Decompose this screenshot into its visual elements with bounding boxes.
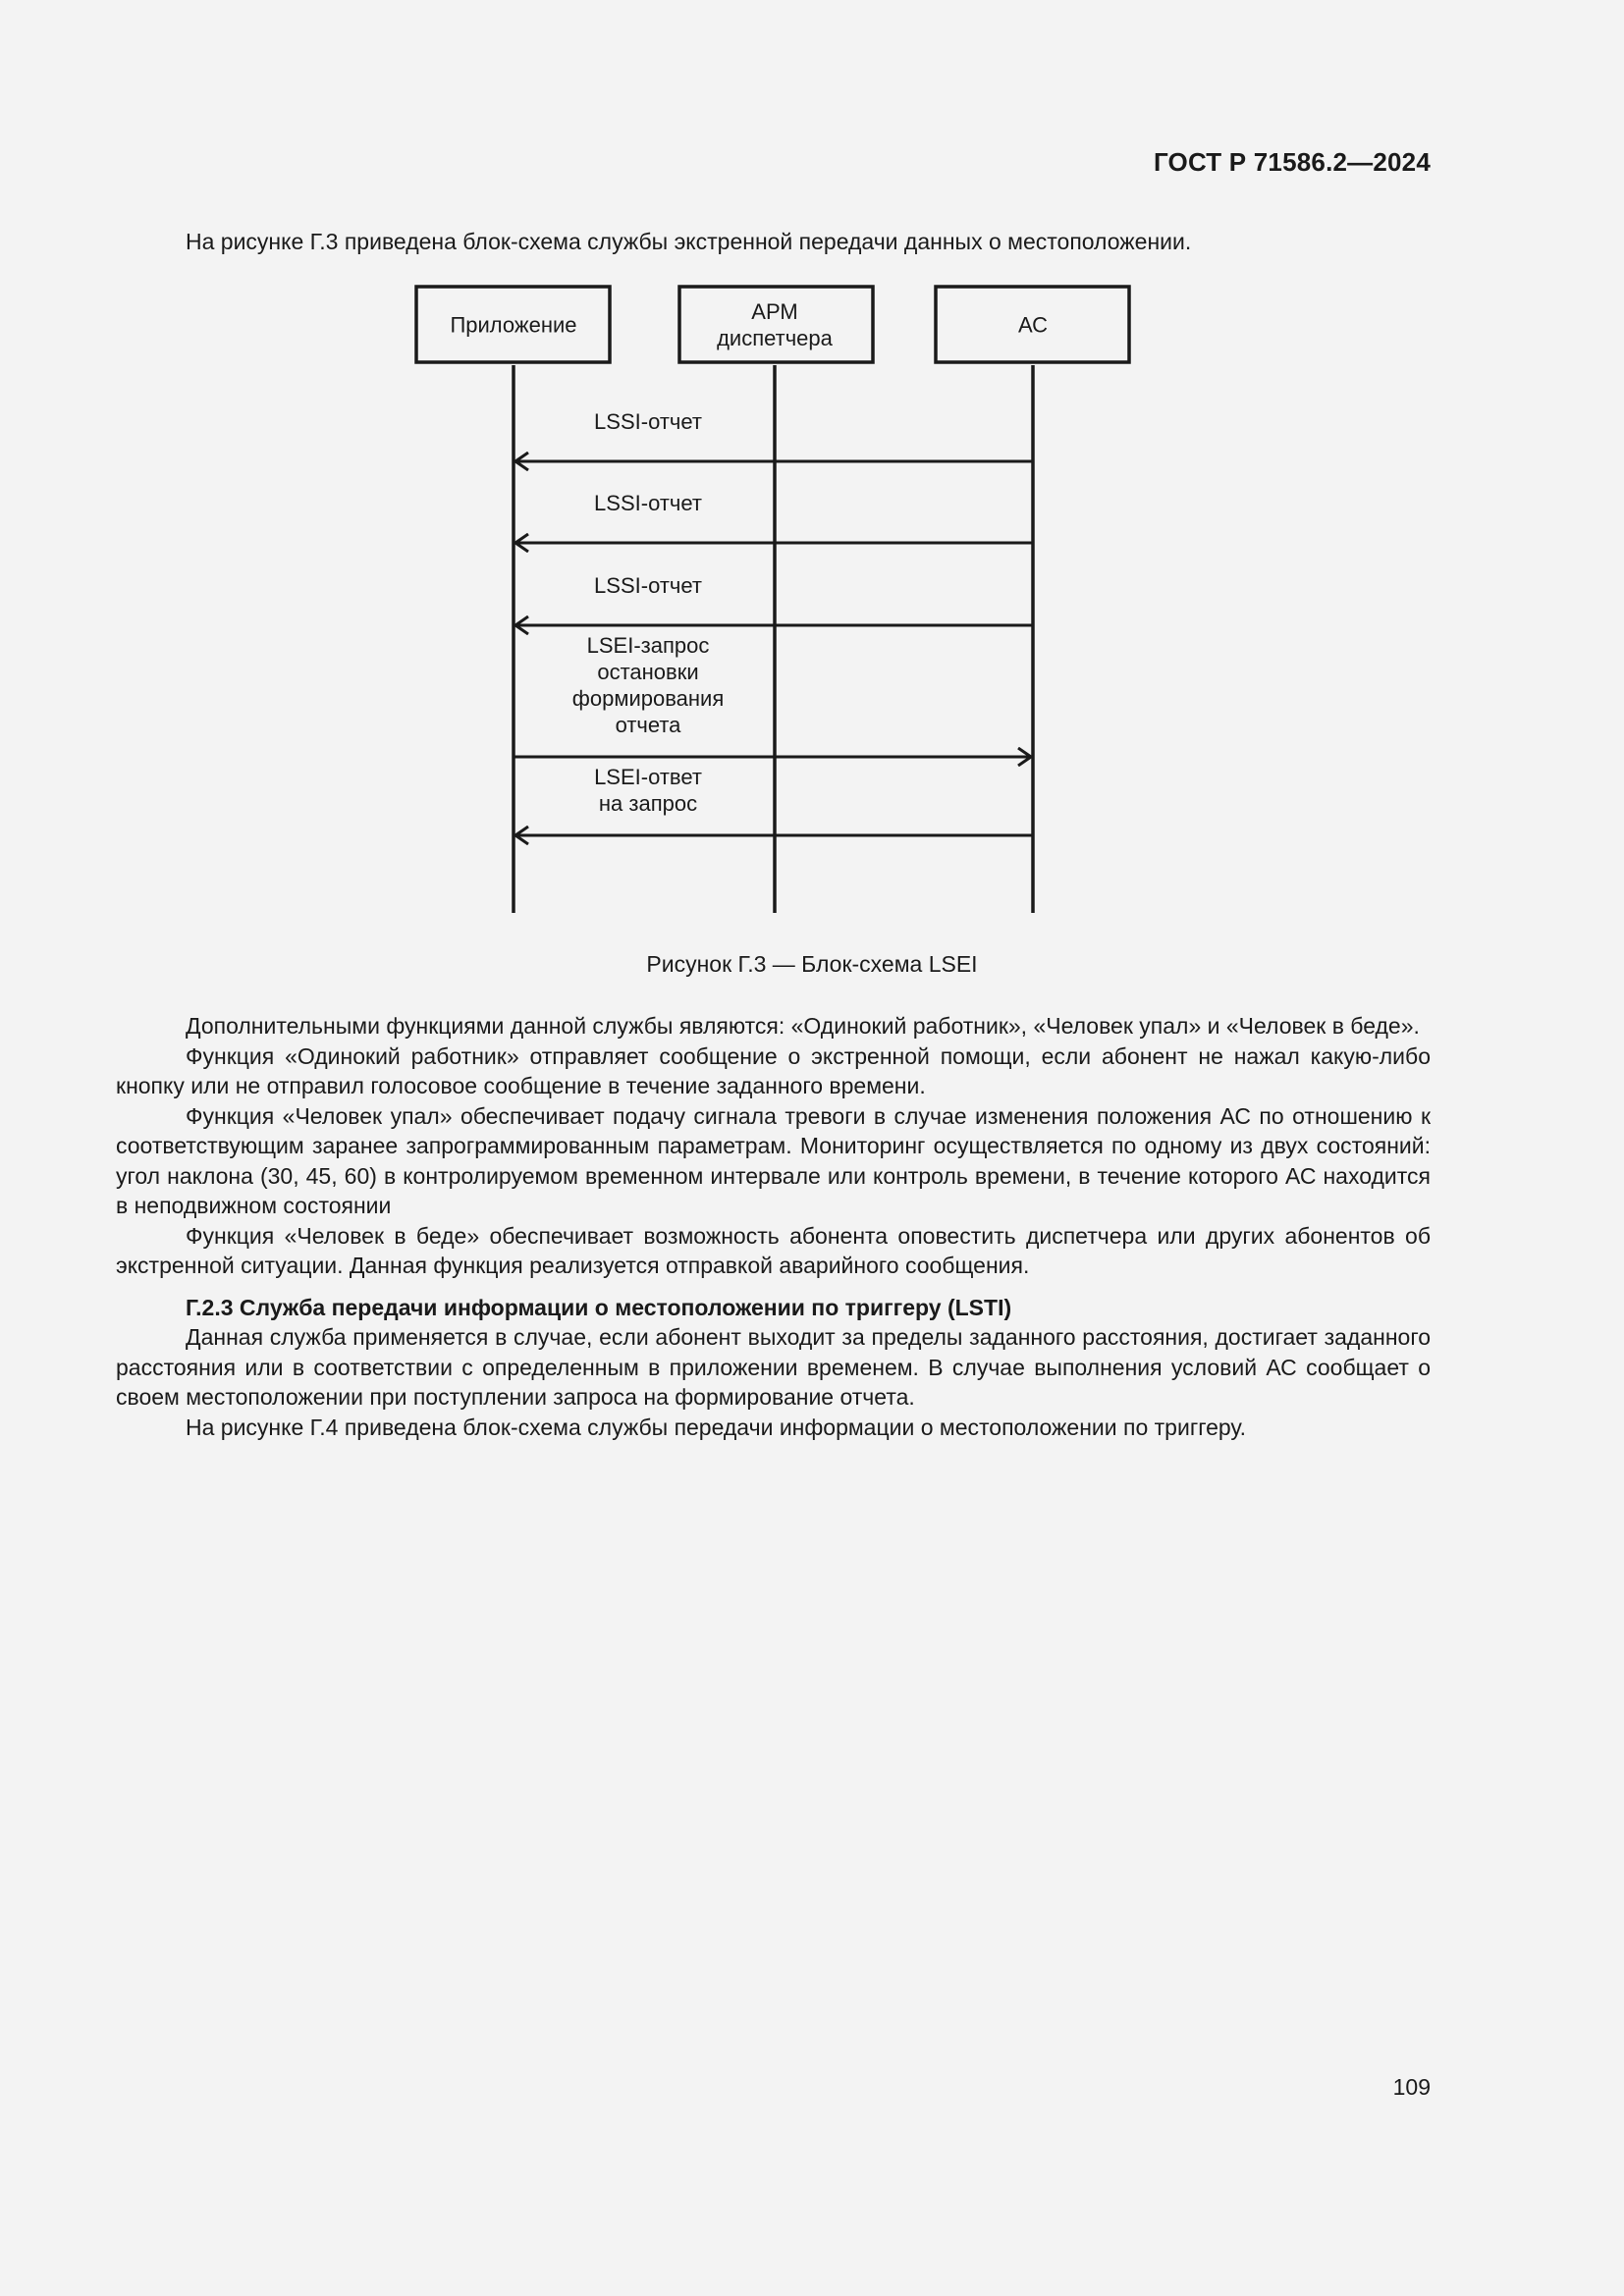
message-label: LSEI-ответ — [594, 765, 702, 789]
body-paragraph: Функция «Одинокий работник» отправляет сообщение о экстренной помощи, если абонент не нажал какую-либо кнопку или не отправил голосовое сообщение в течение заданного времени. — [116, 1042, 1431, 1098]
participant-label: АРМ — [751, 299, 798, 324]
participant-as — [936, 287, 1129, 362]
message-label: формирования — [571, 686, 725, 711]
message-label: LSSI-отчет — [594, 409, 702, 434]
message-label: LSSI-отчет — [594, 573, 702, 598]
message-label: на запрос — [598, 791, 698, 816]
message-label: LSEI-запрос — [586, 633, 710, 658]
message-label: остановки — [597, 660, 699, 684]
message-4 — [514, 633, 1031, 757]
participant-label: АС — [1017, 312, 1049, 338]
body-paragraph: Дополнительными функциями данной службы являются: «Одинокий работник», «Человек упал» и «Человек в беде». — [186, 1013, 1420, 1039]
message-label: LSSI-отчет — [594, 491, 702, 515]
participant-arm — [679, 287, 873, 362]
participant-label: Приложение — [450, 312, 577, 338]
body-paragraph: Функция «Человек в беде» обеспечивает возможность абонента оповестить диспетчера или других абонентов об экстренной ситуации. Данная функция реализуется отправкой аварийного сообщения. — [116, 1222, 1431, 1278]
sequence-diagram — [0, 0, 1624, 942]
participant-box — [679, 287, 873, 362]
body-paragraph: Функция «Человек упал» обеспечивает подачу сигнала тревоги в случае изменения положения АС по отношению к соответствующим заранее запрограммированным параметрам. Мониторинг осуществляется по одному из двух состояний: угол наклона (30, 45, 60) в контролируемом временном интервале или контроль времени, в течение которого АС находится в неподвижном состоянии — [116, 1102, 1431, 1218]
message-label: отчета — [615, 713, 681, 737]
section-paragraph: Данная служба применяется в случае, если абонент выходит за пределы заданного расстояния, достигает заданного расстояния или в соответствии с определенным в приложении временем. В случае выполнения условий АС сообщает о своем местоположении при поступлении запроса на формирование отчета. — [116, 1324, 1431, 1410]
figure-caption: Рисунок Г.3 — Блок-схема LSEI — [646, 951, 978, 977]
participant-label: диспетчера — [717, 326, 833, 350]
body-text — [116, 1011, 1431, 1442]
section-paragraph: На рисунке Г.4 приведена блок-схема службы передачи информации о местоположении по триггеру. — [186, 1414, 1247, 1440]
participant-app — [416, 287, 610, 362]
page-number: 109 — [1392, 2074, 1431, 2100]
section-heading: Г.2.3 Служба передачи информации о местоположении по триггеру (LSTI) — [186, 1294, 1012, 1320]
intro-paragraph: На рисунке Г.3 приведена блок-схема службы экстренной передачи данных о местоположении. — [186, 229, 1192, 254]
document-id: ГОСТ Р 71586.2—2024 — [1153, 147, 1431, 177]
